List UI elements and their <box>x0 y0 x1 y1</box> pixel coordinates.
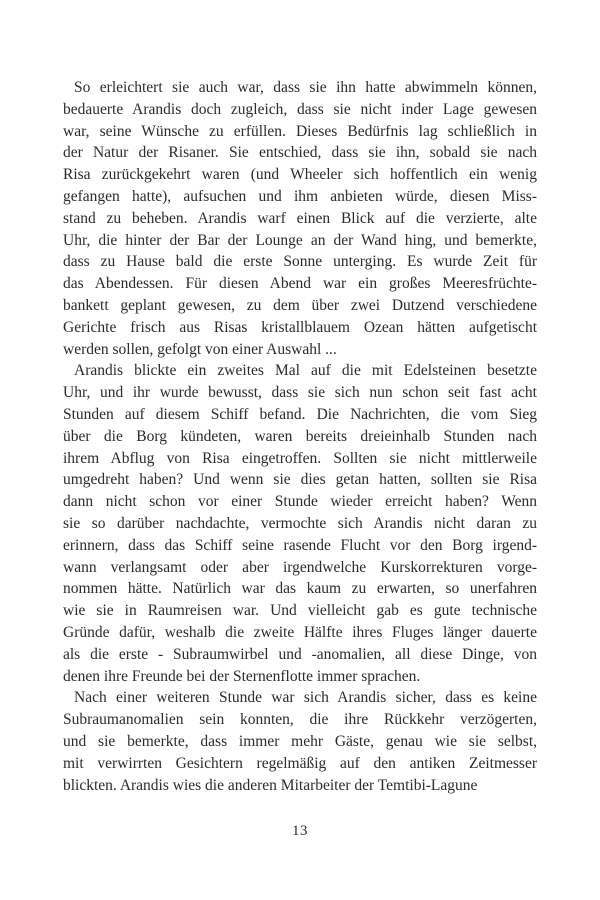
text-line: dass zu Hause bald die erste Sonne unterging. Es wurde Zeit für <box>63 253 537 271</box>
text-line: dann nicht schon vor einer Stunde wieder erreicht haben? Wenn <box>63 493 537 511</box>
text-line: gefangen hatte), aufsuchen und ihm anbieten würde, diesen Miss- <box>63 187 537 205</box>
text-line: ihrem Abflug von Risa eingetroffen. Sollten sie nicht mittlerweile <box>63 449 537 467</box>
text-line: war, seine Wünsche zu erfüllen. Dieses Bedürfnis lag schließlich in <box>63 122 537 140</box>
text-line: Uhr, die hinter der Bar der Lounge an der Wand hing, und bemerkte, <box>63 231 537 249</box>
text-line: Arandis blickte ein zweites Mal auf die mit Edelsteinen besetzte <box>74 362 537 380</box>
text-line: mit verwirrten Gesichtern regelmäßig auf den antiken Zeitmesser <box>63 754 537 772</box>
text-line: bankett geplant gewesen, zu dem über zwei Dutzend verschiedene <box>63 296 537 314</box>
text-line: wie sie in Raumreisen war. Und vielleicht gab es gute technische <box>63 602 537 620</box>
text-line: Risa zurückgekehrt waren (und Wheeler sich hoffentlich ein wenig <box>63 166 537 184</box>
text-line: wann verlangsamt oder aber irgendwelche Kurskorrekturen vorge- <box>63 558 537 576</box>
text-line: stand zu beheben. Arandis warf einen Blick auf die verzierte, alte <box>63 209 537 227</box>
text-block <box>63 77 537 796</box>
text-line: und sie bemerkte, dass immer mehr Gäste, genau wie sie selbst, <box>63 732 537 750</box>
page-number: 13 <box>292 823 308 839</box>
text-line: Subraumanomalien sein konnten, die ihre Rückkehr verzögerten, <box>63 711 537 729</box>
text-line: Nach einer weiteren Stunde war sich Arandis sicher, dass es keine <box>74 689 537 707</box>
text-line: denen ihre Freunde bei der Sternenflotte immer sprachen. <box>63 667 421 685</box>
text-line: der Natur der Risaner. Sie entschied, dass sie ihn, sobald sie nach <box>63 144 537 162</box>
text-line: Gründe dafür, weshalb die zweite Hälfte ihres Fluges länger dauerte <box>63 623 537 641</box>
text-line: das Abendessen. Für diesen Abend war ein großes Meeresfrüchte- <box>63 275 537 293</box>
text-line: So erleichtert sie auch war, dass sie ihn hatte abwimmeln können, <box>74 79 537 96</box>
text-line: Uhr, und ihr wurde bewusst, dass sie sich nun schon seit fast acht <box>63 384 537 402</box>
text-line: blickten. Arandis wies die anderen Mitarbeiter der Temtibi-Lagune <box>63 776 478 794</box>
text-line: werden sollen, gefolgt von einer Auswahl ... <box>63 340 337 358</box>
text-line: Gerichte frisch aus Risas kristallblauem Ozean hätten aufgetischt <box>63 318 537 336</box>
text-line: erinnern, dass das Schiff seine rasende Flucht vor den Borg irgend- <box>63 536 537 554</box>
text-line: sie so darüber nachdachte, vermochte sich Arandis nicht daran zu <box>63 514 537 532</box>
text-line: umgedreht haben? Und wenn sie dies getan hatten, sollten sie Risa <box>63 471 537 489</box>
text-line: nommen hätte. Natürlich war das kaum zu erwarten, so unerfahren <box>63 580 537 598</box>
text-line: bedauerte Arandis doch zugleich, dass sie nicht inder Lage gewesen <box>63 100 537 118</box>
text-line: als die erste - Subraumwirbel und -anomalien, all diese Dinge, von <box>63 645 537 663</box>
text-line: über die Borg kündeten, waren bereits dreieinhalb Stunden nach <box>63 427 537 445</box>
text-line: Stunden auf diesem Schiff befand. Die Nachrichten, die vom Sieg <box>63 405 537 423</box>
